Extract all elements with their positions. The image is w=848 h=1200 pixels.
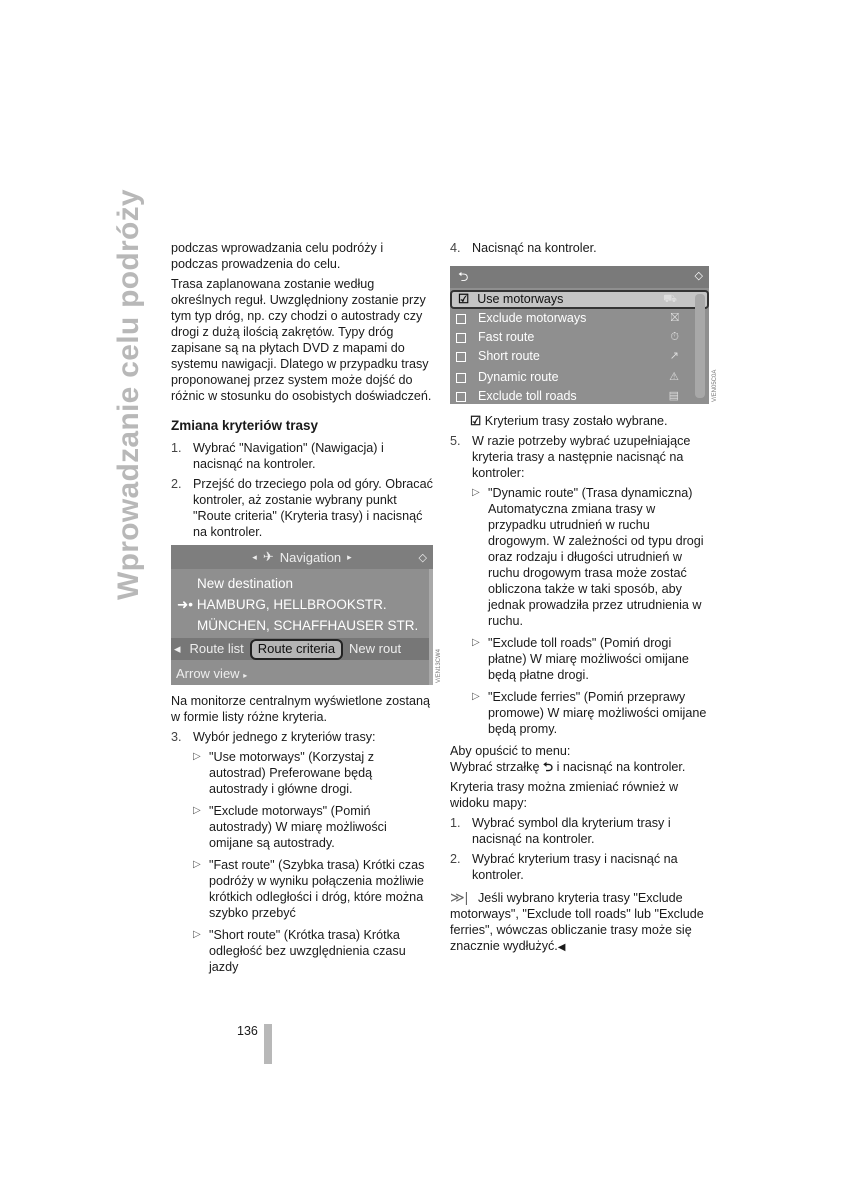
step-text: Wybrać "Navigation" (Nawigacja) i nacisnąć na kontroler. (193, 441, 384, 471)
short-route-icon: ↗ (669, 350, 679, 362)
menu-header (450, 266, 709, 288)
menu-scrollbar[interactable] (695, 294, 705, 398)
step-4 (450, 240, 712, 256)
note-text: Jeśli wybrano kryteria trasy "Exclude motorways", "Exclude toll roads" lub "Exclude ferries", wówczas obliczanie trasy może się znacznie wydłużyć. (450, 891, 704, 953)
screen-code: V/EN13CW4 (436, 648, 442, 683)
page-number: 136 (237, 1024, 258, 1038)
arrow-right-icon: ▸ (347, 551, 352, 562)
criteria-text: "Short route" (Krótka trasa) Krótka odległość bez uwzględnienia czasu jazdy (209, 928, 406, 974)
screen-scrollbar (429, 569, 433, 685)
step-1 (171, 440, 433, 472)
criteria-exclude-ferries (472, 689, 712, 737)
menu-item-new-destination[interactable]: New destination (197, 576, 294, 591)
step-2 (171, 476, 433, 540)
criteria-dynamic-route (472, 485, 712, 629)
criteria-text: "Use motorways" (Korzystaj z autostrad) Preferowane będą autostrady i główne drogi. (209, 750, 374, 796)
step-number: 2. (450, 852, 461, 866)
right-step-4 (450, 240, 712, 260)
screen-title: Navigation (279, 549, 342, 565)
menu-item-label: Dynamic route (478, 370, 559, 384)
exit-text-a: Wybrać strzałkę (450, 760, 540, 774)
criteria-text: "Fast route" (Szybka trasa) Krótki czas podróży w wyniku połączenia możliwie krótkich odległości i dróg, które można szybko przebyć (209, 858, 425, 920)
page-marker-bar (264, 1024, 272, 1064)
exit-menu-instruction (450, 759, 712, 775)
criteria-exclude-toll-roads (472, 635, 712, 683)
criteria-menu-list (450, 290, 709, 404)
back-arrow-icon[interactable]: ⮌ (458, 269, 469, 284)
triangle-bullet-icon: ▷ (193, 929, 201, 940)
chevron-right-icon: ▸ (243, 671, 248, 680)
map-step-1 (450, 815, 712, 847)
criteria-fast-route (193, 857, 433, 921)
menu-item-label: Exclude toll roads (478, 389, 577, 403)
menu-item-fast-route[interactable] (450, 328, 709, 347)
checked-box-icon[interactable]: ☑ (458, 292, 470, 306)
checkbox-icon[interactable] (456, 392, 466, 402)
navigation-icon: ✈ (262, 549, 274, 564)
triangle-bullet-icon: ▷ (472, 637, 480, 648)
criteria-exclude-motorways (193, 803, 433, 851)
step-3 (171, 729, 433, 745)
menu-code: V/EN05C0A (712, 369, 718, 402)
traffic-icon: ⚠ (669, 371, 679, 383)
map-step-2 (450, 851, 712, 883)
left-column-continued (171, 693, 433, 981)
menu-item-exclude-motorways[interactable] (450, 309, 709, 328)
left-column (171, 240, 433, 544)
triangle-bullet-icon: ▷ (472, 691, 480, 702)
criteria-use-motorways (193, 749, 433, 797)
screen-caption: Na monitorze centralnym wyświetlone zostaną w formie listy różne kryteria. (171, 694, 430, 724)
note-paragraph (450, 889, 712, 956)
triangle-bullet-icon: ▷ (472, 487, 480, 498)
tab-route-criteria[interactable]: Route criteria (250, 639, 343, 660)
triangle-bullet-icon: ▷ (193, 805, 201, 816)
criteria-text: "Dynamic route" (Trasa dynamiczna) Automatyczna zmiana trasy w przypadku utrudnień w ruchu drogowym. W zależności od typu drogi oraz rodzaju i długości utrudnień w ruchu drogowym trasa może zostać obliczona także w taki sposób, aby jednak prowadziła przez utrudnienia w ruchu. (488, 486, 704, 628)
criteria-text: "Exclude ferries" (Pomiń przeprawy promowe) W miarę możliwości omijane będą promy. (488, 690, 707, 736)
arrow-view[interactable] (176, 664, 247, 685)
checkbox-icon[interactable] (456, 333, 466, 343)
criteria-text: "Exclude toll roads" (Pomiń drogi płatne) W miarę możliwości omijane będą płatne drogi. (488, 636, 689, 682)
exit-menu-heading: Aby opuścić to menu: (450, 744, 571, 758)
menu-item-short-route[interactable] (450, 347, 709, 366)
note-icon: ≫| (450, 889, 469, 905)
motorway-icon: ⛟ (663, 293, 677, 305)
menu-item-recent-1[interactable] (171, 594, 433, 615)
section-heading: Zmiana kryteriów trasy (171, 418, 319, 433)
right-column (450, 413, 712, 960)
route-arrow-icon: ➜• (177, 597, 194, 612)
menu-item-use-motorways[interactable] (450, 290, 709, 309)
checkbox-icon[interactable] (456, 352, 466, 362)
step-number: 3. (171, 730, 182, 744)
menu-item-label: Fast route (478, 330, 535, 344)
criteria-text: "Exclude motorways" (Pomiń autostrady) W miarę możliwości omijane są autostrady. (209, 804, 387, 850)
criteria-short-route (193, 927, 433, 975)
controller-icon: ◇ (694, 270, 703, 282)
controller-icon: ◇ (418, 551, 427, 564)
exit-text-b: i nacisnąć na kontroler. (556, 760, 686, 774)
return-arrow-icon: ⮌ (542, 760, 554, 774)
checkbox-icon[interactable] (456, 373, 466, 383)
paragraph-2: Trasa zaplanowana zostanie według określnych reguł. Uwzględniony zostanie przy tym typ dróg, np. czy chodzi o autostrady czy drogi z dużą ilością zakrętów. Typy dróg zapisane są na płytach DVD z mapami do systemu nawigacji. Dlatego w przypadku trasy proponowanej przez system może dojść do różnic w stosunku do osobistych doświadczeń. (171, 277, 432, 403)
checkmark-icon: ☑ (470, 414, 482, 428)
route-criteria-screenshot (450, 266, 709, 404)
step-text: W razie potrzeby wybrać uzupełniające kryteria trasy a następnie nacisnąć na kontroler: (472, 434, 691, 480)
navigation-screenshot (171, 545, 433, 685)
selected-note-text: Kryterium trasy zostało wybrane. (484, 414, 668, 428)
map-view-note: Kryteria trasy można zmieniać również w widoku mapy: (450, 780, 679, 810)
end-mark-icon: ◀ (557, 942, 566, 953)
step-text: Wybór jednego z kryteriów trasy: (193, 730, 376, 744)
menu-item-label: Exclude motorways (478, 311, 587, 325)
menu-item-exclude-toll-roads[interactable] (450, 387, 709, 404)
no-motorway-icon: ⛝ (670, 312, 679, 324)
paragraph-1: podczas wprowadzania celu podróży i podczas prowadzenia do celu. (171, 241, 384, 271)
toll-icon: ▤ (668, 390, 679, 402)
screen-tabs (171, 638, 433, 660)
side-title: Wprowadzanie celu podróży (112, 189, 145, 600)
tab-new-route[interactable]: New rout (349, 641, 402, 656)
menu-item-recent-2[interactable]: MÜNCHEN, SCHAFFHAUSER STR. (197, 618, 419, 633)
tab-route-list[interactable]: Route list (189, 641, 244, 656)
step-number: 4. (450, 241, 461, 255)
step-number: 1. (171, 441, 182, 455)
arrow-left-icon: ◂ (252, 551, 257, 562)
tab-arrow-icon: ◂ (174, 641, 181, 656)
menu-item-label: Short route (478, 349, 540, 363)
selected-note (470, 413, 712, 429)
checkbox-icon[interactable] (456, 314, 466, 324)
stopwatch-icon: ⏱ (670, 331, 679, 343)
menu-item-label: Use motorways (477, 292, 564, 306)
recent-label: HAMBURG, HELLBROOKSTR. (196, 597, 387, 612)
triangle-bullet-icon: ▷ (193, 859, 201, 870)
menu-item-dynamic-route[interactable] (450, 368, 709, 387)
step-5 (450, 433, 712, 481)
step-text: Wybrać kryterium trasy i nacisnąć na kontroler. (472, 852, 678, 882)
step-text: Nacisnąć na kontroler. (472, 241, 597, 255)
step-number: 2. (171, 477, 182, 491)
screen-title-bar (171, 545, 433, 569)
triangle-bullet-icon: ▷ (193, 751, 201, 762)
step-number: 5. (450, 434, 461, 448)
step-text: Przejść do trzeciego pola od góry. Obracać kontroler, aż zostanie wybrany punkt "Route criteria" (Kryteria trasy) i nacisnąć na kontroler. (193, 477, 433, 539)
arrow-view-label: Arrow view (176, 666, 240, 681)
step-text: Wybrać symbol dla kryterium trasy i nacisnąć na kontroler. (472, 816, 671, 846)
step-number: 1. (450, 816, 461, 830)
